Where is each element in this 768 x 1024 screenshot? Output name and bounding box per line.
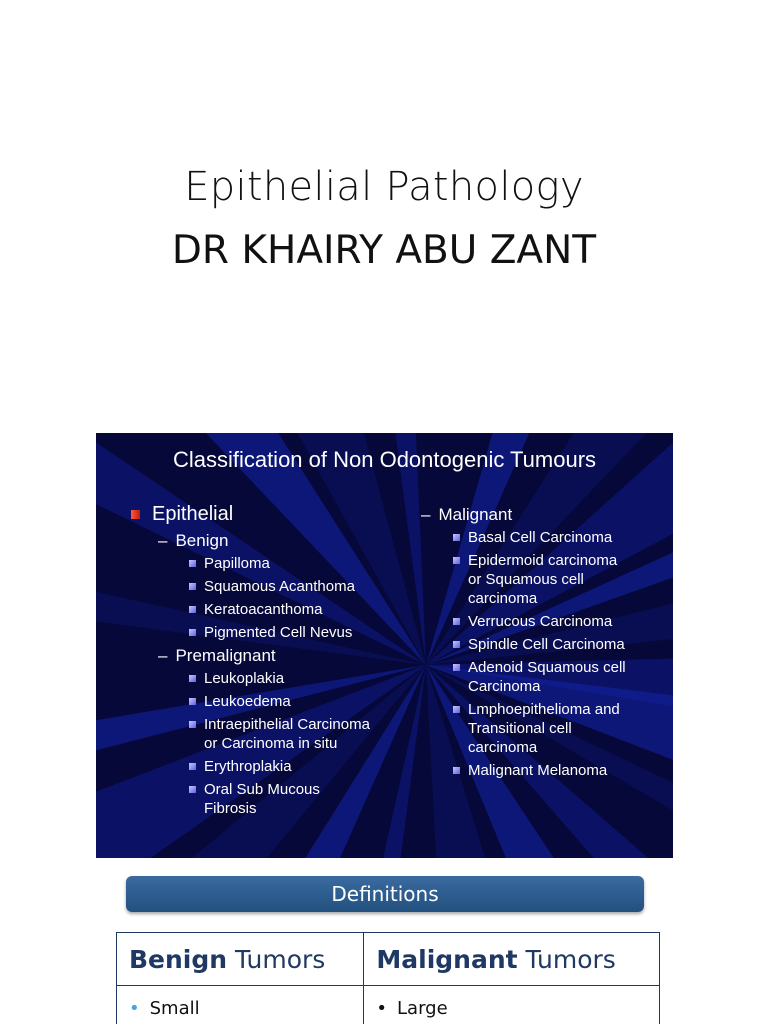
square-bullet-icon [189, 606, 196, 613]
list-item: Erythroplakia [189, 757, 401, 776]
list-item: Verrucous Carcinoma [453, 612, 671, 631]
list-item: Papilloma [189, 554, 401, 573]
malignant-cell [364, 986, 660, 1024]
list-item: Leukoplakia [189, 669, 401, 688]
list-item: Oral Sub Mucous Fibrosis [189, 780, 401, 818]
list-item: Basal Cell Carcinoma [453, 528, 671, 547]
group-label: – Premalignant [158, 646, 276, 665]
square-bullet-icon [189, 721, 196, 728]
left-groups [131, 531, 401, 818]
red-square-bullet-icon [131, 510, 140, 519]
slide-title: Classification of Non Odontogenic Tumours [172, 447, 597, 472]
square-bullet-icon [453, 641, 460, 648]
slide-right-column [421, 503, 671, 784]
malignant-column-header: Malignant Tumors [364, 933, 660, 986]
list-item: Lmphoepithelioma and Transitional cell carcinoma [453, 700, 671, 757]
list-item: Squamous Acanthoma [189, 577, 401, 596]
list-item: Adenoid Squamous cell Carcinoma [453, 658, 671, 696]
malignant-item: Large [397, 998, 448, 1019]
square-bullet-icon [189, 698, 196, 705]
definitions-table [116, 932, 660, 1024]
square-bullet-icon [189, 763, 196, 770]
benign-item: Small [149, 998, 200, 1019]
malignant-group-label: – Malignant [421, 505, 513, 524]
square-bullet-icon [189, 629, 196, 636]
list-item: Intraepithelial Carcinoma or Carcinoma in situ [189, 715, 401, 753]
square-bullet-icon [189, 583, 196, 590]
table-row [117, 986, 660, 1024]
square-bullet-icon [453, 534, 460, 541]
page-subtitle: DR KHAIRY ABU ZANT [171, 228, 597, 273]
square-bullet-icon [453, 557, 460, 564]
list-item: Pigmented Cell Nevus [189, 623, 401, 642]
epithelial-label: Epithelial [152, 503, 234, 525]
group-label: – Benign [158, 531, 229, 550]
bullet-icon: • [129, 998, 140, 1019]
benign-cell [117, 986, 364, 1024]
classification-slide [96, 433, 673, 858]
list-item: Spindle Cell Carcinoma [453, 635, 671, 654]
benign-column-header: Benign Tumors [117, 933, 364, 986]
square-bullet-icon [453, 618, 460, 625]
slide-left-column [131, 503, 401, 822]
bullet-icon: • [376, 998, 388, 1019]
list-item: Malignant Melanoma [453, 761, 671, 780]
page-title: Epithelial Pathology [184, 164, 584, 210]
list-item: Leukoedema [189, 692, 401, 711]
square-bullet-icon [453, 664, 460, 671]
square-bullet-icon [189, 560, 196, 567]
square-bullet-icon [189, 675, 196, 682]
list-item: Epidermoid carcinoma or Squamous cell carcinoma [453, 551, 671, 608]
epithelial-heading [131, 503, 401, 526]
malignant-items [421, 528, 671, 780]
table-header-row [117, 933, 660, 986]
square-bullet-icon [453, 767, 460, 774]
square-bullet-icon [189, 786, 196, 793]
list-item: Keratoacanthoma [189, 600, 401, 619]
definitions-banner: Definitions [126, 876, 644, 912]
square-bullet-icon [453, 706, 460, 713]
